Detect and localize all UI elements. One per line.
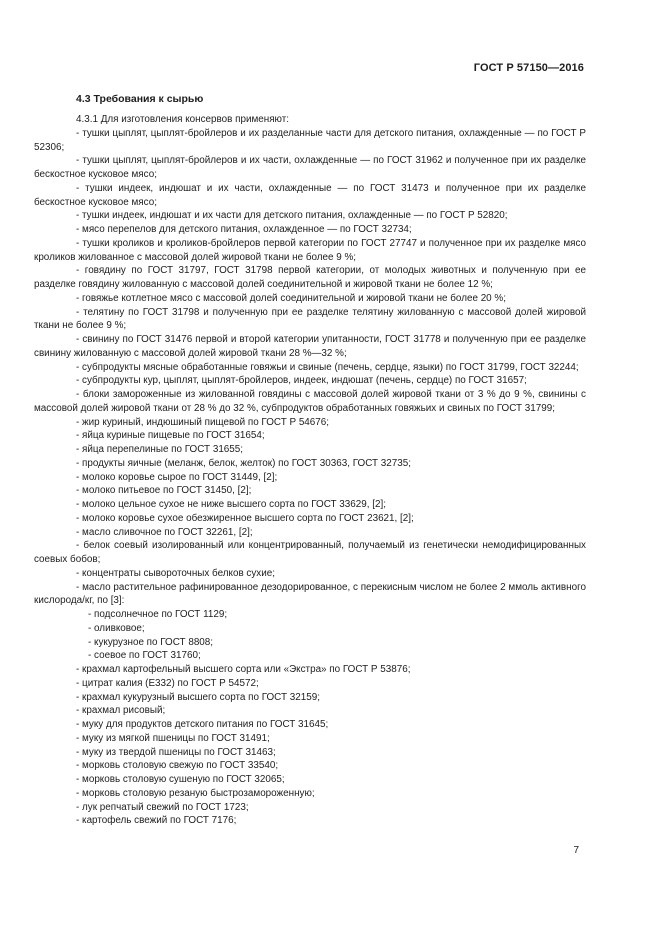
list-item: - масло сливочное по ГОСТ 32261, [2]; [76,526,253,538]
list-item: - яйца перепелиные по ГОСТ 31655; [76,444,244,455]
list-item: - масло растительное рафинированное дезодорированное, с перекисным числом не более 2 ммоль активного кислорода/кг, по [3]: [34,581,586,607]
list-item: - цитрат калия (Е332) по ГОСТ Р 54572; [76,677,259,689]
list-item: - тушки индеек, индюшат и их части, охлажденные — по ГОСТ 31473 и полученное при их разделке бескостное кусковое мясо; [34,182,586,208]
list-item: - концентраты сывороточных белков сухие; [76,567,275,579]
sub-list-item: - оливковое; [88,622,145,634]
list-item: - тушки цыплят, цыплят-бройлеров и их разделанные части для детского питания, охлажденные — по ГОСТ Р 52306; [34,127,586,153]
sub-list-item: - соевое по ГОСТ 31760; [88,650,201,662]
list-item: - продукты яичные (меланж, белок, желток) по ГОСТ 30363, ГОСТ 32735; [76,457,411,469]
list-item: - телятину по ГОСТ 31798 и полученную при ее разделке телятину жилованную с массовой долей жировой ткани не более 9 %; [34,306,586,332]
list-item: - крахмал кукурузный высшего сорта по ГОСТ 32159; [76,691,320,703]
list-item: - крахмал рисовый; [76,705,166,717]
list-item: - муку для продуктов детского питания по ГОСТ 31645; [76,719,329,730]
list-item: - муку из мягкой пшеницы по ГОСТ 31491; [76,732,270,744]
list-item: - морковь столовую резаную быстрозамороженную; [76,787,315,799]
list-item: - муку из твердой пшеницы по ГОСТ 31463; [76,746,276,758]
list-item: - яйца куриные пищевые по ГОСТ 31654; [76,430,265,442]
list-item: - крахмал картофельный высшего сорта или «Экстра» по ГОСТ Р 53876; [76,664,411,675]
requirements-body [34,113,586,828]
list-item: - лук репчатый свежий по ГОСТ 1723; [76,801,249,813]
list-item: - молоко коровье сырое по ГОСТ 31449, [2]; [76,471,278,483]
list-item: - говядину по ГОСТ 31797, ГОСТ 31798 первой категории, от молодых животных и полученную при ее разделке говядину жилованную с массовой долей соединительной и жировой ткани не более 12 %; [34,265,586,290]
page-number: 7 [573,845,579,856]
list-item: - субпродукты мясные обработанные говяжьи и свиные (печень, сердце, языки) по ГОСТ 31799, ГОСТ 32244; [76,361,579,373]
list-item: - жир куриный, индюшиный пищевой по ГОСТ Р 54676; [76,416,330,428]
list-item: - тушки индеек, индюшат и их части для детского питания, охлажденные — по ГОСТ Р 52820; [76,210,508,222]
document-code-header: ГОСТ Р 57150—2016 [473,62,584,74]
list-item: - морковь столовую свежую по ГОСТ 33540; [76,760,279,772]
list-item: - говяжье котлетное мясо с массовой долей соединительной и жировой ткани не более 20 %; [76,292,506,304]
list-item: - мясо перепелов для детского питания, охлажденное — по ГОСТ 32734; [76,224,412,235]
list-item: - молоко коровье сухое обезжиренное высшего сорта по ГОСТ 23621, [2]; [76,512,414,524]
sub-list-item: - кукурузное по ГОСТ 8808; [88,636,214,648]
list-item: - субпродукты кур, цыплят, цыплят-бройлеров, индеек, индюшат (печень, сердце) по ГОСТ 31657; [76,375,527,387]
list-item: - свинину по ГОСТ 31476 первой и второй категории упитанности, ГОСТ 31778 и полученную при ее разделке свинину жилованную с массовой долей жировой ткани 28 %—32 %; [34,334,586,359]
list-item: - картофель свежий по ГОСТ 7176; [76,815,237,827]
list-item: - тушки кроликов и кроликов-бройлеров первой категории по ГОСТ 27747 и полученное при их разделке мясо кроликов жилованное с массовой долей жировой ткани не более 9 %; [34,237,586,263]
section-title: 4.3 Требования к сырью [76,93,204,105]
list-item: - белок соевый изолированный или концентрированный, получаемый из генетически немодифицированных соевых бобов; [34,540,586,565]
sub-list-item: - подсолнечное по ГОСТ 1129; [88,609,228,620]
list-item: - молоко цельное сухое не ниже высшего сорта по ГОСТ 33629, [2]; [76,499,386,510]
list-item: - молоко питьевое по ГОСТ 31450, [2]; [76,485,252,497]
list-item: - морковь столовую сушеную по ГОСТ 32065; [76,774,285,785]
list-item: - блоки замороженные из жилованной говядины с массовой долей жировой ткани от 3 % до 9 %, свинины с массовой долей жировой ткани от 28 % до 32 %, субпродуктов обработанных говяжьих и свиных по ГОСТ 31799; [34,389,586,414]
clause-intro: 4.3.1 Для изготовления консервов применяют: [76,114,289,125]
list-item: - тушки цыплят, цыплят-бройлеров и их части, охлажденные — по ГОСТ 31962 и полученное при их разделке бескостное кусковое мясо; [34,155,586,180]
